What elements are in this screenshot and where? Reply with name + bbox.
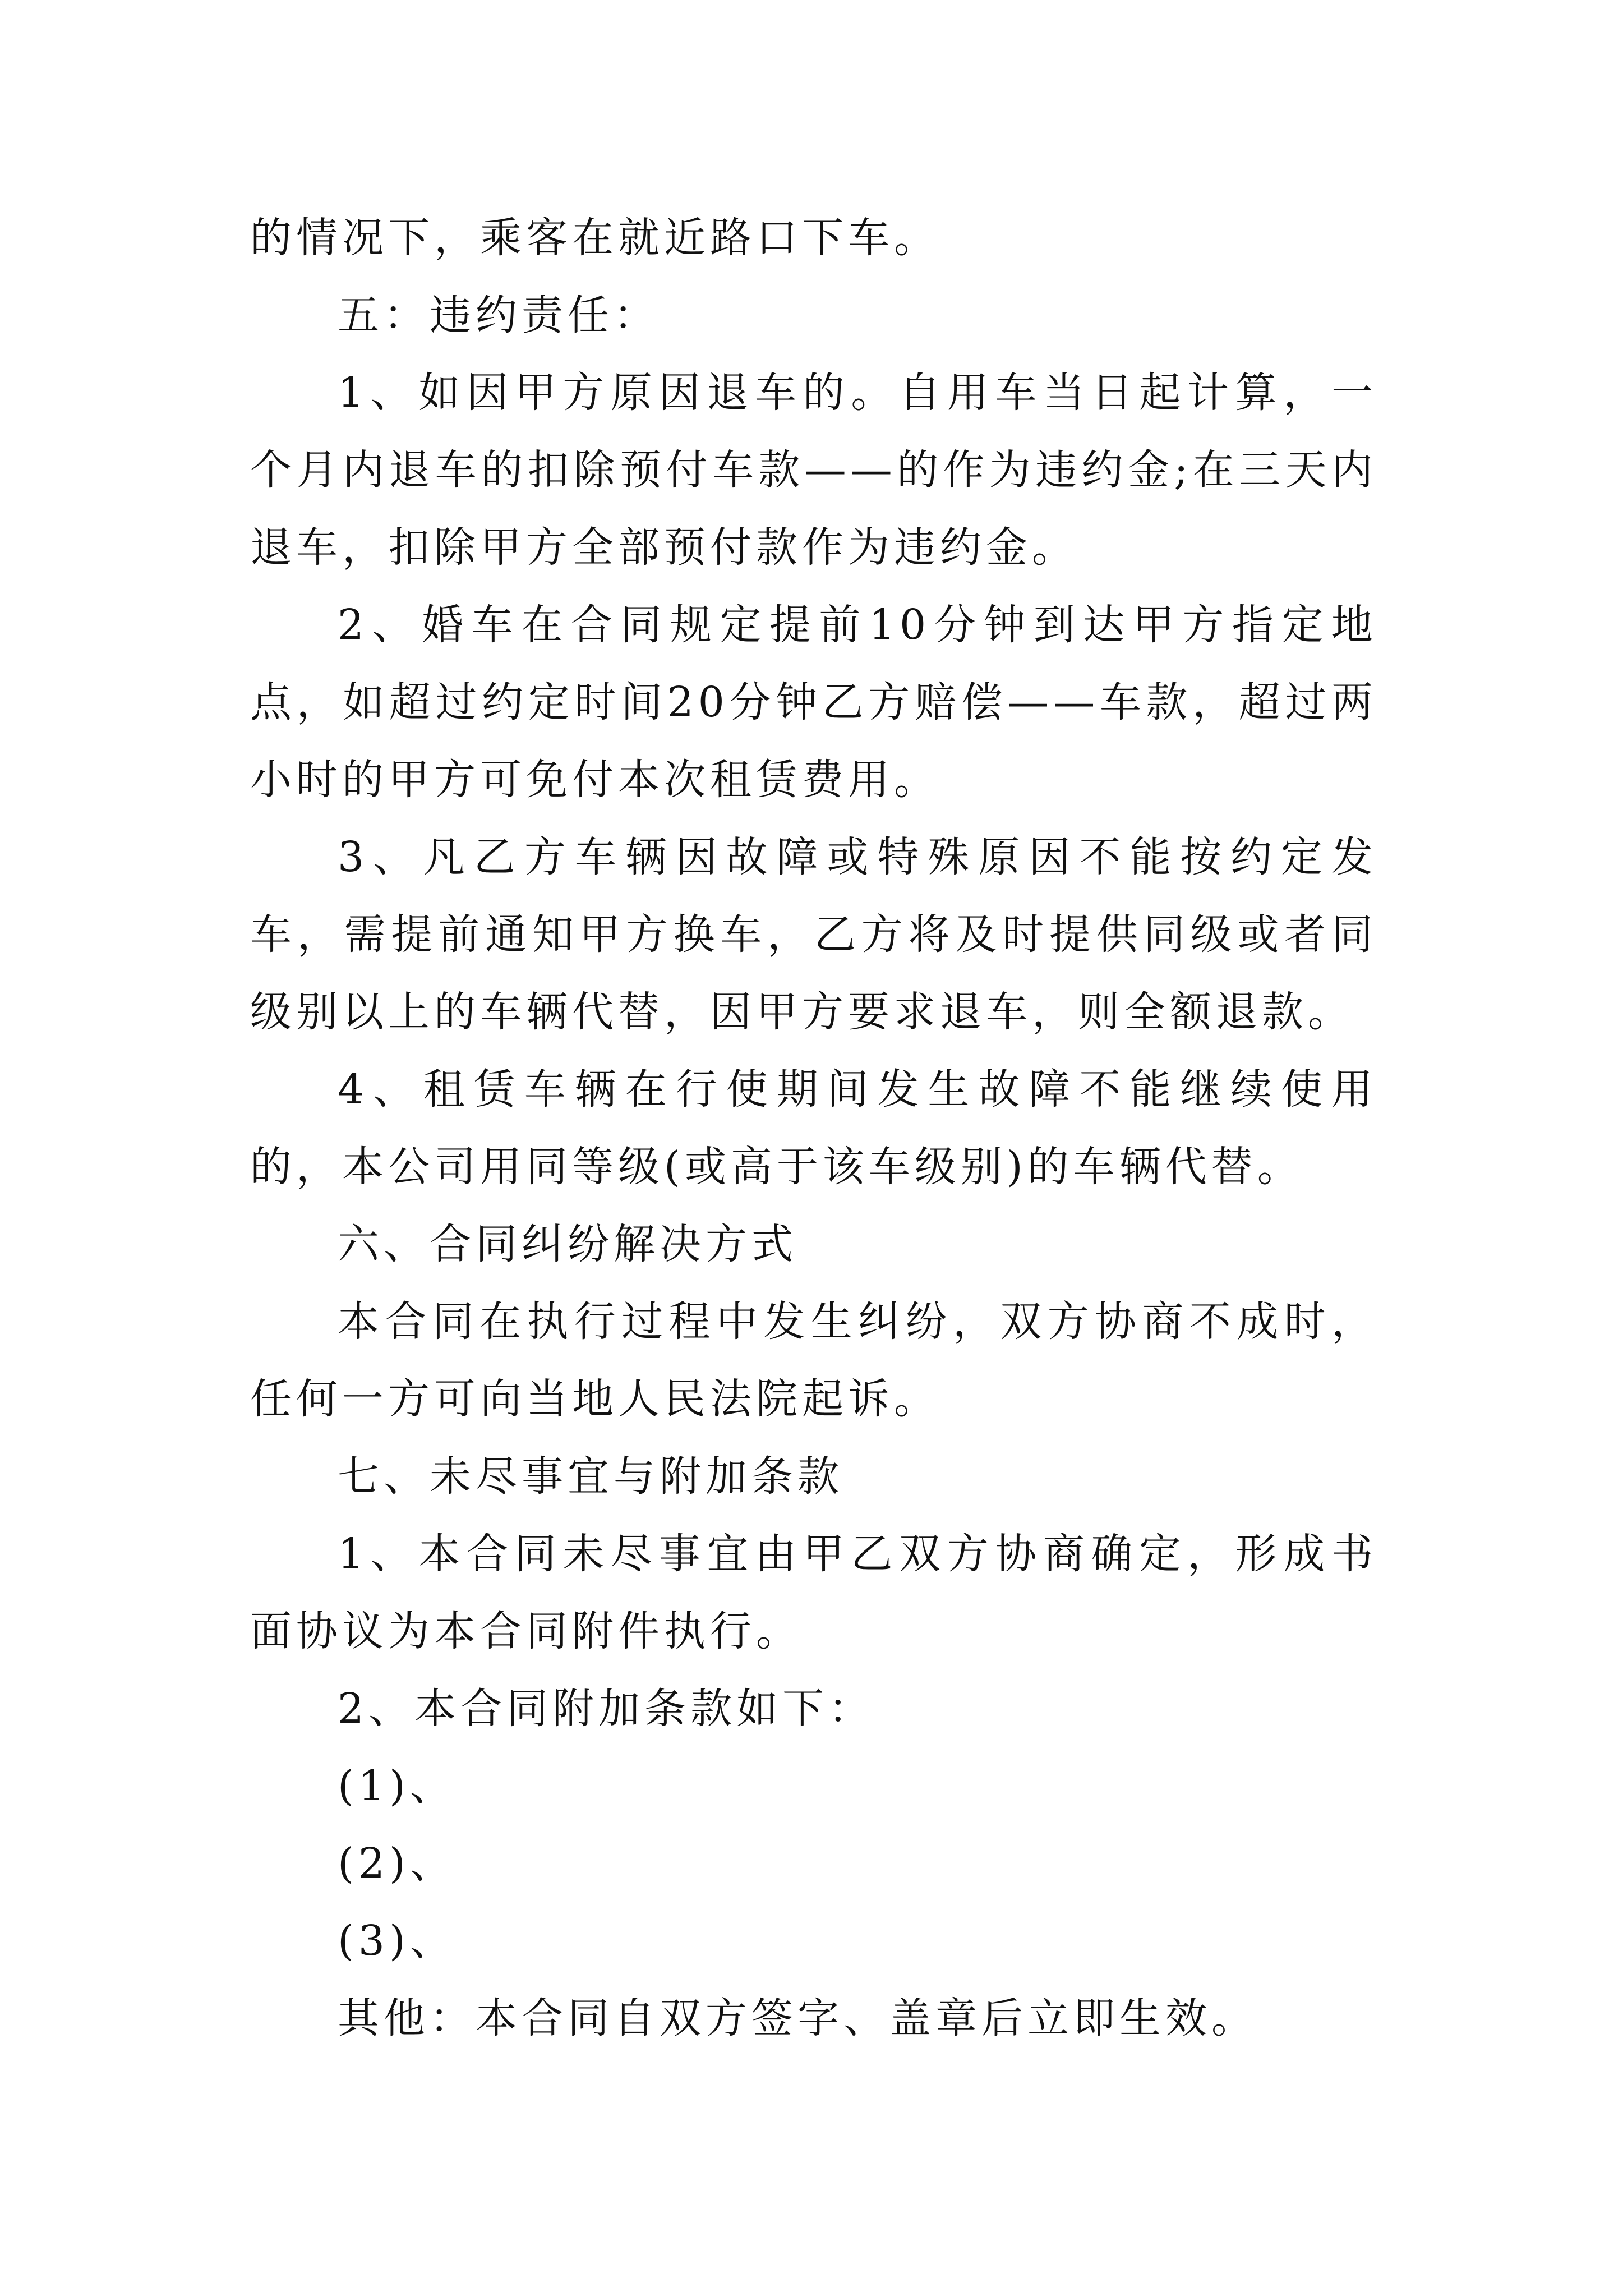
additional-item-3: (3)、 [338,1917,456,1965]
additional-term-2: 2、本合同附加条款如下： [338,1685,875,1733]
clause-2-wedding-car-delay: 2、婚车在合同规定提前10分钟到达甲方指定地点，如超过约定时间20分钟乙方赔偿——车款，超过两小时的甲方可免付本次租赁费用。 [250,601,1377,804]
additional-item-1: (1)、 [338,1762,456,1810]
additional-term-1: 1、本合同未尽事宜由甲乙双方协商确定，形成书面协议为本合同附件执行。 [250,1530,1377,1655]
contract-text [250,199,1377,2057]
clause-4-breakdown: 4、租赁车辆在行使期间发生故障不能继续使用的，本公司用同等级(或高于该车级别)的车辆代替。 [250,1065,1377,1191]
section-heading-breach-liability: 五：违约责任： [338,291,660,339]
clause-3-vehicle-replacement: 3、凡乙方车辆因故障或特殊原因不能按约定发车，需提前通知甲方换车，乙方将及时提供同级或者同级别以上的车辆代替，因甲方要求退车，则全额退款。 [250,833,1377,1036]
clause-1-cancellation: 1、如因甲方原因退车的。自用车当日起计算，一个月内退车的扣除预付车款——的作为违约金;在三天内退车，扣除甲方全部预付款作为违约金。 [250,369,1377,572]
dispute-resolution-text: 本合同在执行过程中发生纠纷，双方协商不成时，任何一方可向当地人民法院起诉。 [250,1297,1377,1423]
section-heading-dispute-resolution: 六、合同纠纷解决方式 [338,1220,797,1268]
additional-item-2: (2)、 [338,1839,456,1888]
effective-clause: 其他：本合同自双方签字、盖章后立即生效。 [338,1994,1257,2042]
section-heading-additional-terms: 七、未尽事宜与附加条款 [338,1452,843,1501]
paragraph-continuation: 的情况下，乘客在就近路口下车。 [250,214,940,262]
